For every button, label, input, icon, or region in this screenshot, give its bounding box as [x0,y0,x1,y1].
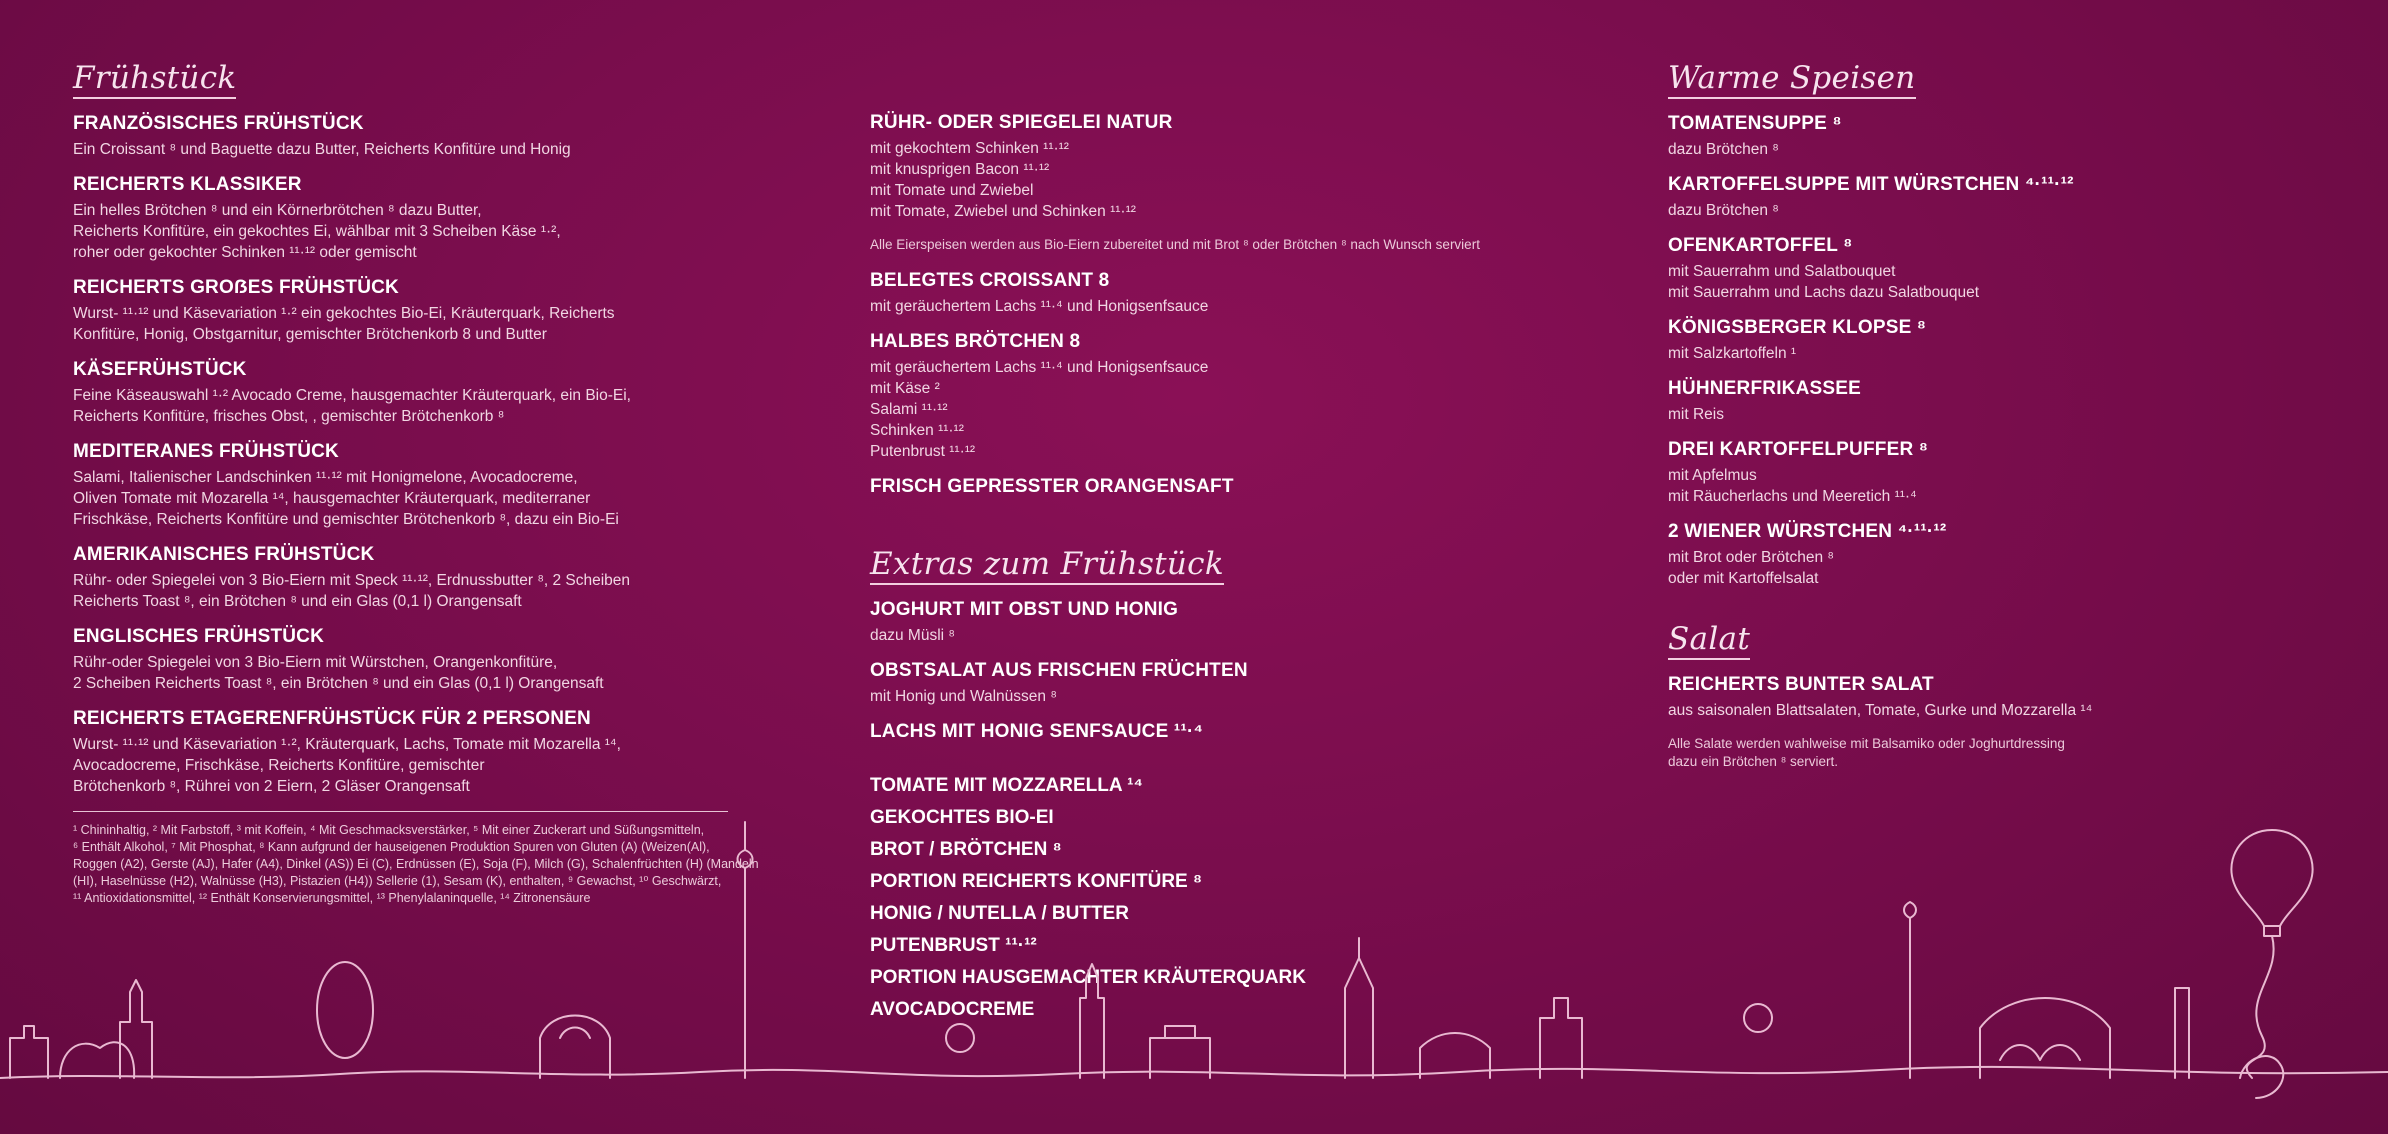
description-line: mit geräuchertem Lachs ¹¹·⁴ und Honigsenfsauce [870,359,1209,376]
ferris-wheel [317,962,373,1058]
menu-item-description [1668,700,2368,721]
menu-item-description [870,357,1630,462]
description-line: Wurst- ¹¹·¹² und Käsevariation ¹·² ein gekochtes Bio-Ei, Kräuterquark, Reicherts [73,305,615,322]
salad-note-line: Alle Salate werden wahlweise mit Balsamiko oder Joghurtdressing [1668,736,2065,751]
section-title-fruehstueck: Frühstück [73,60,236,99]
menu-item [73,174,733,263]
skyline-tv-tower [738,822,753,1078]
menu-item-description [73,385,733,427]
menu-item [73,544,733,612]
description-line: mit Salzkartoffeln ¹ [1668,345,1797,362]
description-line: mit Sauerrahm und Salatbouquet [1668,263,1896,280]
description-line: mit knusprigen Bacon ¹¹·¹² [870,161,1050,178]
menu-item [870,476,1630,498]
menu-item [870,331,1630,462]
extra-item: PUTENBRUST ¹¹·¹² [870,935,1037,956]
extra-item: TOMATE MIT MOZZARELLA ¹⁴ [870,775,1143,796]
menu-item-description [73,200,733,263]
menu-item-title: HÜHNERFRIKASSEE [1668,378,1862,399]
breakfast-items [73,113,733,797]
extra-item: GEKOCHTES BIO-EI [870,807,1054,828]
menu-item-title: AMERIKANISCHES FRÜHSTÜCK [73,544,375,565]
menu-item-description [73,139,733,160]
menu-item-title: OBSTSALAT AUS FRISCHEN FRÜCHTEN [870,660,1248,681]
menu-item-description [1668,404,2368,425]
menu-item-title: KÖNIGSBERGER KLOPSE ⁸ [1668,317,1927,338]
menu-item [870,270,1630,317]
menu-item-description [73,303,733,345]
menu-item-description [73,652,733,694]
description-line: Feine Käseauswahl ¹·² Avocado Creme, hausgemachter Kräuterquark, ein Bio-Ei, [73,387,631,404]
skyline-mid-buildings [1080,964,1210,1078]
description-line: aus saisonalen Blattsalaten, Tomate, Gurke und Mozzarella ¹⁴ [1668,702,2093,719]
menu-item-description [1668,139,2368,160]
menu-item-title: FRISCH GEPRESSTER ORANGENSAFT [870,476,1234,497]
menu-item-description [870,686,1630,707]
section-title-warme-speisen: Warme Speisen [1668,60,1916,99]
extra-item: PORTION REICHERTS KONFITÜRE ⁸ [870,871,1202,892]
menu-item-description [870,625,1630,646]
description-line: mit gekochtem Schinken ¹¹·¹² [870,140,1069,157]
skyline-figure-2 [1744,1004,1772,1032]
description-line: dazu Brötchen ⁸ [1668,141,1779,158]
description-line: Oliven Tomate mit Mozarella ¹⁴, hausgemachter Kräuterquark, mediterraner [73,490,591,507]
footnote-line: ¹¹ Antioxidationsmittel, ¹² Enthält Konservierungsmittel, ¹³ Phenylalaninquelle, ¹⁴ Zitronensäure [73,891,591,905]
description-line: mit Apfelmus [1668,467,1757,484]
description-line: Salami, Italienischer Landschinken ¹¹·¹² mit Honigmelone, Avocadocreme, [73,469,578,486]
description-line: Schinken ¹¹·¹² [870,422,964,439]
description-line: 2 Scheiben Reicherts Toast ⁸, ein Brötchen ⁸ und ein Glas (0,1 l) Orangensaft [73,675,604,692]
description-line: Wurst- ¹¹·¹² und Käsevariation ¹·², Kräuterquark, Lachs, Tomate mit Mozarella ¹⁴, [73,736,621,753]
description-line: Frischkäse, Reicherts Konfitüre und gemischter Brötchenkorb ⁸, dazu ein Bio-Ei [73,511,619,528]
menu-item-title: OFENKARTOFFEL ⁸ [1668,235,1853,256]
egg-note: Alle Eierspeisen werden aus Bio-Eiern zubereitet und mit Brot ⁸ oder Brötchen ⁸ nach Wunsch serviert [870,237,1480,252]
skyline-figure [946,1024,974,1052]
menu-item-title: HALBES BRÖTCHEN 8 [870,331,1081,352]
skyline-tower-right [1904,902,1916,1078]
description-line: mit Tomate, Zwiebel und Schinken ¹¹·¹² [870,203,1136,220]
description-line: Brötchenkorb ⁸, Rühreі von 2 Eiern, 2 Gläser Orangensaft [73,778,470,795]
extra-item: AVOCADOCREME [870,999,1035,1020]
extra-item: HONIG / NUTELLA / BUTTER [870,903,1129,924]
description-line: roher oder gekochter Schinken ¹¹·¹² oder gemischt [73,244,417,261]
menu-item [870,112,1630,222]
menu-item-title: TOMATENSUPPE ⁸ [1668,113,1842,134]
menu-item [1668,235,2368,303]
menu-item [73,626,733,694]
skyline-dome [540,1016,610,1079]
description-line: mit Tomate und Zwiebel [870,182,1034,199]
description-line: dazu Müsli ⁸ [870,627,955,644]
menu-item [73,441,733,530]
menu-item [73,277,733,345]
description-line: mit Sauerrahm und Lachs dazu Salatbouquet [1668,284,1980,301]
balloon-icon [2231,830,2312,1078]
footnote-line: (HI), Haselnüsse (H2), Walnüsse (H3), Pistazien (H4)) Sellerie (1), Sesam (K), enthalten, ⁹ Gewachst, ¹⁰ Geschwärzt, [73,874,722,888]
menu-item [73,359,733,427]
description-line: Rühr-oder Spiegelei von 3 Bio-Eiern mit Würstchen, Orangenkonfitüre, [73,654,558,671]
description-line: Putenbrust ¹¹·¹² [870,443,976,460]
description-line: mit geräuchertem Lachs ¹¹·⁴ und Honigsenfsauce [870,298,1209,315]
menu-item [1668,378,2368,425]
menu-item-title: REICHERTS KLASSIKER [73,174,302,195]
description-line: mit Räucherlachs und Meeretich ¹¹·⁴ [1668,488,1917,505]
warm-dishes-column [1668,60,2368,787]
menu-item-title: BELEGTES CROISSANT 8 [870,270,1110,291]
menu-item-description [1668,547,2368,589]
menu-item-description [1668,465,2368,507]
description-line: Rühr- oder Spiegelei von 3 Bio-Eiern mit Speck ¹¹·¹², Erdnussbutter ⁸, 2 Scheiben [73,572,631,589]
menu-item [870,599,1630,646]
egg-items [870,112,1630,222]
menu-item-description [1668,343,2368,364]
description-line: Reicherts Toast ⁸, ein Brötchen ⁸ und ein Glas (0,1 l) Orangensaft [73,593,522,610]
menu-item [870,660,1630,707]
menu-item [1668,317,2368,364]
menu-item-description [870,138,1630,222]
description-line: mit Käse ² [870,380,940,397]
description-line: Ein helles Brötchen ⁸ und ein Körnerbrötchen ⁸ dazu Butter, [73,202,482,219]
menu-item-description [73,467,733,530]
menu-item-description [73,570,733,612]
salad-note-line: dazu ein Brötchen ⁸ serviert. [1668,754,1839,769]
skyline-church [1345,938,1373,1078]
warm-dish-items [1668,113,2368,589]
description-line: mit Reis [1668,406,1724,423]
description-line: Salami ¹¹·¹² [870,401,948,418]
menu-item-title: MEDITERANES FRÜHSTÜCK [73,441,339,462]
menu-item-description [870,296,1630,317]
menu-item-title: ENGLISCHES FRÜHSTÜCK [73,626,325,647]
menu-item [1668,174,2368,221]
menu-item-title: KÄSEFRÜHSTÜCK [73,359,247,380]
skyline-far-right [2175,988,2283,1098]
extras-items [870,599,1630,743]
extra-item: PORTION HAUSGEMACHTER KRÄUTERQUARK [870,967,1306,988]
description-line: Konfitüre, Honig, Obstgarnitur, gemischter Brötchenkorb 8 und Butter [73,326,547,343]
menu-item-title: DREI KARTOFFELPUFFER ⁸ [1668,439,1929,460]
menu-item-title: RÜHR- ODER SPIEGELEI NATUR [870,112,1173,133]
skyline-left-buildings [10,980,152,1078]
description-line: Reicherts Konfitüre, frisches Obst, , gemischter Brötchenkorb ⁸ [73,408,505,425]
sandwich-items [870,270,1630,498]
menu-item-title: 2 WIENER WÜRSTCHEN ⁴·¹¹·¹² [1668,521,1947,542]
menu-item-title: KARTOFFELSUPPE MIT WÜRSTCHEN ⁴·¹¹·¹² [1668,174,2074,195]
description-line: mit Honig und Walnüssen ⁸ [870,688,1057,705]
menu-item-title: REICHERTS ETAGERENFRÜHSTÜCK FÜR 2 PERSONEN [73,708,591,729]
menu-item-title: REICHERTS BUNTER SALAT [1668,674,1934,695]
extra-item: BROT / BRÖTCHEN ⁸ [870,839,1062,860]
menu-item [73,113,733,160]
skyline-baseline [0,1067,2388,1078]
footnote-line: ¹ Chininhaltig, ² Mit Farbstoff, ³ mit Koffein, ⁴ Mit Geschmacksverstärker, ⁵ Mit einer Zuckerart und Süßungsmitteln, [73,823,705,837]
menu-item-title: REICHERTS GROẞES FRÜHSTÜCK [73,277,399,298]
footnote-line: ⁶ Enthält Alkohol, ⁷ Mit Phosphat, ⁸ Kann aufgrund der hauseigenen Produktion Spuren von Gluten (A) (Weizen(Al), [73,840,710,854]
skyline-right-buildings [1420,998,1582,1078]
description-line: Ein Croissant ⁸ und Baguette dazu Butter, Reicherts Konfitüre und Honig [73,141,571,158]
menu-item-description [1668,200,2368,221]
section-title-salat: Salat [1668,621,1750,660]
menu-item [1668,521,2368,589]
menu-item-title: FRANZÖSISCHES FRÜHSTÜCK [73,113,364,134]
city-skyline-illustration [0,760,2388,1134]
footnote-line: Roggen (A2), Gerste (AJ), Hafer (A4), Dinkel (AS)) Ei (C), Erdnüssen (E), Soja (F), Milch (G), Schalenfrüchten (H) (Mandeln [73,857,759,871]
menu-item-title: JOGHURT MIT OBST UND HONIG [870,599,1179,620]
menu-item [1668,439,2368,507]
description-line: Avocadocreme, Frischkäse, Reicherts Konfitüre, gemischter [73,757,485,774]
section-title-extras: Extras zum Frühstück [870,546,1224,585]
menu-item [870,721,1630,743]
description-line: oder mit Kartoffelsalat [1668,570,1819,587]
description-line: dazu Brötchen ⁸ [1668,202,1779,219]
description-line: Reicherts Konfitüre, ein gekochtes Ei, wählbar mit 3 Scheiben Käse ¹·², [73,223,561,240]
description-line: mit Brot oder Brötchen ⁸ [1668,549,1834,566]
menu-item [1668,113,2368,160]
menu-item [1668,674,2368,721]
salad-items [1668,674,2368,721]
menu-item-title: LACHS MIT HONIG SENFSAUCE ¹¹·⁴ [870,721,1204,742]
menu-item-description [1668,261,2368,303]
